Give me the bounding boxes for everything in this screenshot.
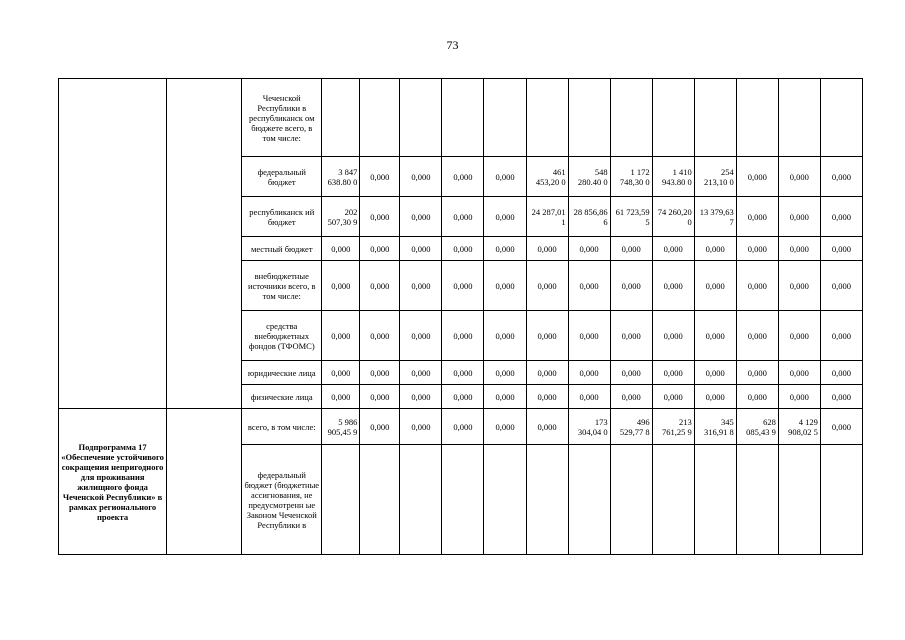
value-cell: 0,000 <box>736 361 778 385</box>
value-cell: 496 529,77 8 <box>610 409 652 445</box>
value-cell: 61 723,59 5 <box>610 197 652 237</box>
value-cell: 0,000 <box>820 197 862 237</box>
value-cell: 0,000 <box>400 237 442 261</box>
value-cell <box>610 79 652 157</box>
value-cell: 0,000 <box>568 361 610 385</box>
row-label: республиканск ий бюджет <box>242 197 322 237</box>
value-cell <box>322 79 360 157</box>
value-cell: 0,000 <box>484 361 526 385</box>
value-cell: 0,000 <box>568 261 610 311</box>
value-cell: 0,000 <box>568 385 610 409</box>
value-cell: 1 410 943.80 0 <box>652 157 694 197</box>
value-cell: 0,000 <box>820 261 862 311</box>
table-row <box>59 79 863 157</box>
value-cell: 24 287,01 1 <box>526 197 568 237</box>
value-cell: 0,000 <box>484 261 526 311</box>
value-cell: 0,000 <box>400 385 442 409</box>
value-cell <box>442 79 484 157</box>
value-cell: 0,000 <box>610 385 652 409</box>
value-cell: 0,000 <box>652 311 694 361</box>
value-cell <box>610 445 652 555</box>
value-cell: 345 316,91 8 <box>694 409 736 445</box>
value-cell <box>400 445 442 555</box>
value-cell: 0,000 <box>526 409 568 445</box>
value-cell: 0,000 <box>778 261 820 311</box>
value-cell: 0,000 <box>360 237 400 261</box>
row-label: физические лица <box>242 385 322 409</box>
value-cell: 0,000 <box>652 261 694 311</box>
value-cell: 0,000 <box>652 385 694 409</box>
row-label: местный бюджет <box>242 237 322 261</box>
value-cell: 0,000 <box>820 237 862 261</box>
value-cell <box>526 445 568 555</box>
value-cell: 0,000 <box>322 261 360 311</box>
value-cell: 254 213,10 0 <box>694 157 736 197</box>
program-name-cell <box>59 79 167 409</box>
value-cell: 4 129 908,02 5 <box>778 409 820 445</box>
value-cell: 28 856,86 6 <box>568 197 610 237</box>
budget-table <box>58 78 863 555</box>
value-cell: 0,000 <box>484 385 526 409</box>
value-cell: 0,000 <box>526 385 568 409</box>
value-cell: 0,000 <box>400 197 442 237</box>
value-cell: 0,000 <box>736 157 778 197</box>
value-cell: 0,000 <box>694 361 736 385</box>
value-cell: 0,000 <box>736 311 778 361</box>
executor-cell <box>167 409 242 555</box>
value-cell <box>526 79 568 157</box>
value-cell: 0,000 <box>736 237 778 261</box>
row-label: федеральный бюджет <box>242 157 322 197</box>
table-row <box>59 409 863 445</box>
value-cell: 0,000 <box>568 311 610 361</box>
value-cell: 0,000 <box>322 385 360 409</box>
value-cell <box>736 445 778 555</box>
value-cell: 0,000 <box>442 311 484 361</box>
value-cell: 0,000 <box>736 385 778 409</box>
value-cell: 628 085,43 9 <box>736 409 778 445</box>
value-cell: 0,000 <box>360 409 400 445</box>
value-cell: 0,000 <box>526 261 568 311</box>
value-cell <box>736 79 778 157</box>
value-cell: 0,000 <box>694 311 736 361</box>
value-cell: 0,000 <box>610 261 652 311</box>
value-cell: 213 761,25 9 <box>652 409 694 445</box>
value-cell: 0,000 <box>400 361 442 385</box>
value-cell: 202 507,30 9 <box>322 197 360 237</box>
value-cell: 0,000 <box>778 157 820 197</box>
row-label: Чеченской Республики в республиканск ом бюджете всего, в том числе: <box>242 79 322 157</box>
value-cell: 0,000 <box>442 237 484 261</box>
row-label: внебюджетные источники всего, в том числе: <box>242 261 322 311</box>
value-cell: 1 172 748,30 0 <box>610 157 652 197</box>
value-cell: 0,000 <box>322 361 360 385</box>
value-cell: 3 847 638.80 0 <box>322 157 360 197</box>
value-cell: 0,000 <box>526 237 568 261</box>
row-label: всего, в том числе: <box>242 409 322 445</box>
value-cell: 0,000 <box>778 385 820 409</box>
value-cell: 0,000 <box>778 361 820 385</box>
value-cell: 0,000 <box>694 261 736 311</box>
value-cell: 0,000 <box>360 157 400 197</box>
value-cell: 0,000 <box>400 157 442 197</box>
value-cell: 0,000 <box>484 311 526 361</box>
value-cell: 0,000 <box>736 197 778 237</box>
value-cell: 461 453,20 0 <box>526 157 568 197</box>
row-label: юридические лица <box>242 361 322 385</box>
value-cell <box>652 445 694 555</box>
value-cell: 0,000 <box>820 385 862 409</box>
value-cell: 0,000 <box>652 361 694 385</box>
value-cell: 0,000 <box>360 385 400 409</box>
executor-cell <box>167 79 242 409</box>
value-cell: 0,000 <box>610 311 652 361</box>
value-cell <box>484 79 526 157</box>
value-cell: 0,000 <box>400 409 442 445</box>
value-cell: 0,000 <box>610 361 652 385</box>
value-cell: 0,000 <box>442 157 484 197</box>
value-cell: 0,000 <box>778 311 820 361</box>
value-cell: 0,000 <box>484 237 526 261</box>
value-cell <box>568 445 610 555</box>
value-cell: 0,000 <box>484 157 526 197</box>
value-cell: 0,000 <box>526 311 568 361</box>
value-cell: 0,000 <box>652 237 694 261</box>
value-cell: 5 986 905,45 9 <box>322 409 360 445</box>
row-label: федеральный бюджет (бюджетные ассигнования, не предусмотренн ые Законом Чеченской Республики в <box>242 445 322 555</box>
value-cell <box>568 79 610 157</box>
value-cell <box>778 445 820 555</box>
value-cell <box>360 79 400 157</box>
value-cell: 0,000 <box>442 385 484 409</box>
page-number: 73 <box>446 38 459 52</box>
value-cell: 0,000 <box>820 311 862 361</box>
value-cell: 0,000 <box>484 197 526 237</box>
value-cell <box>652 79 694 157</box>
value-cell: 0,000 <box>526 361 568 385</box>
value-cell: 0,000 <box>484 409 526 445</box>
value-cell: 74 260,20 0 <box>652 197 694 237</box>
value-cell: 0,000 <box>360 361 400 385</box>
value-cell: 0,000 <box>778 237 820 261</box>
value-cell: 0,000 <box>360 197 400 237</box>
value-cell: 0,000 <box>322 311 360 361</box>
value-cell <box>360 445 400 555</box>
value-cell: 0,000 <box>442 361 484 385</box>
value-cell <box>820 445 862 555</box>
value-cell: 0,000 <box>400 311 442 361</box>
value-cell: 548 280.40 0 <box>568 157 610 197</box>
value-cell: 0,000 <box>736 261 778 311</box>
value-cell: 0,000 <box>322 237 360 261</box>
value-cell: 173 304,04 0 <box>568 409 610 445</box>
value-cell: 0,000 <box>820 409 862 445</box>
value-cell <box>820 79 862 157</box>
value-cell: 0,000 <box>820 361 862 385</box>
value-cell: 0,000 <box>360 311 400 361</box>
row-label: средства внебюджетных фондов (ТФОМС) <box>242 311 322 361</box>
value-cell <box>694 79 736 157</box>
value-cell: 0,000 <box>442 261 484 311</box>
value-cell <box>442 445 484 555</box>
value-cell: 0,000 <box>610 237 652 261</box>
subprogram-title: Подпрограмма 17 «Обеспечение устойчивого сокращения непригодного для проживания жилищного фонда Чеченской Республики» в рамках регионального проекта <box>59 409 167 555</box>
value-cell: 0,000 <box>442 197 484 237</box>
value-cell: 13 379,63 7 <box>694 197 736 237</box>
value-cell <box>400 79 442 157</box>
value-cell: 0,000 <box>778 197 820 237</box>
value-cell <box>322 445 360 555</box>
value-cell: 0,000 <box>442 409 484 445</box>
value-cell <box>694 445 736 555</box>
value-cell: 0,000 <box>360 261 400 311</box>
value-cell: 0,000 <box>694 237 736 261</box>
value-cell <box>484 445 526 555</box>
value-cell: 0,000 <box>694 385 736 409</box>
value-cell: 0,000 <box>400 261 442 311</box>
value-cell: 0,000 <box>820 157 862 197</box>
value-cell: 0,000 <box>568 237 610 261</box>
value-cell <box>778 79 820 157</box>
